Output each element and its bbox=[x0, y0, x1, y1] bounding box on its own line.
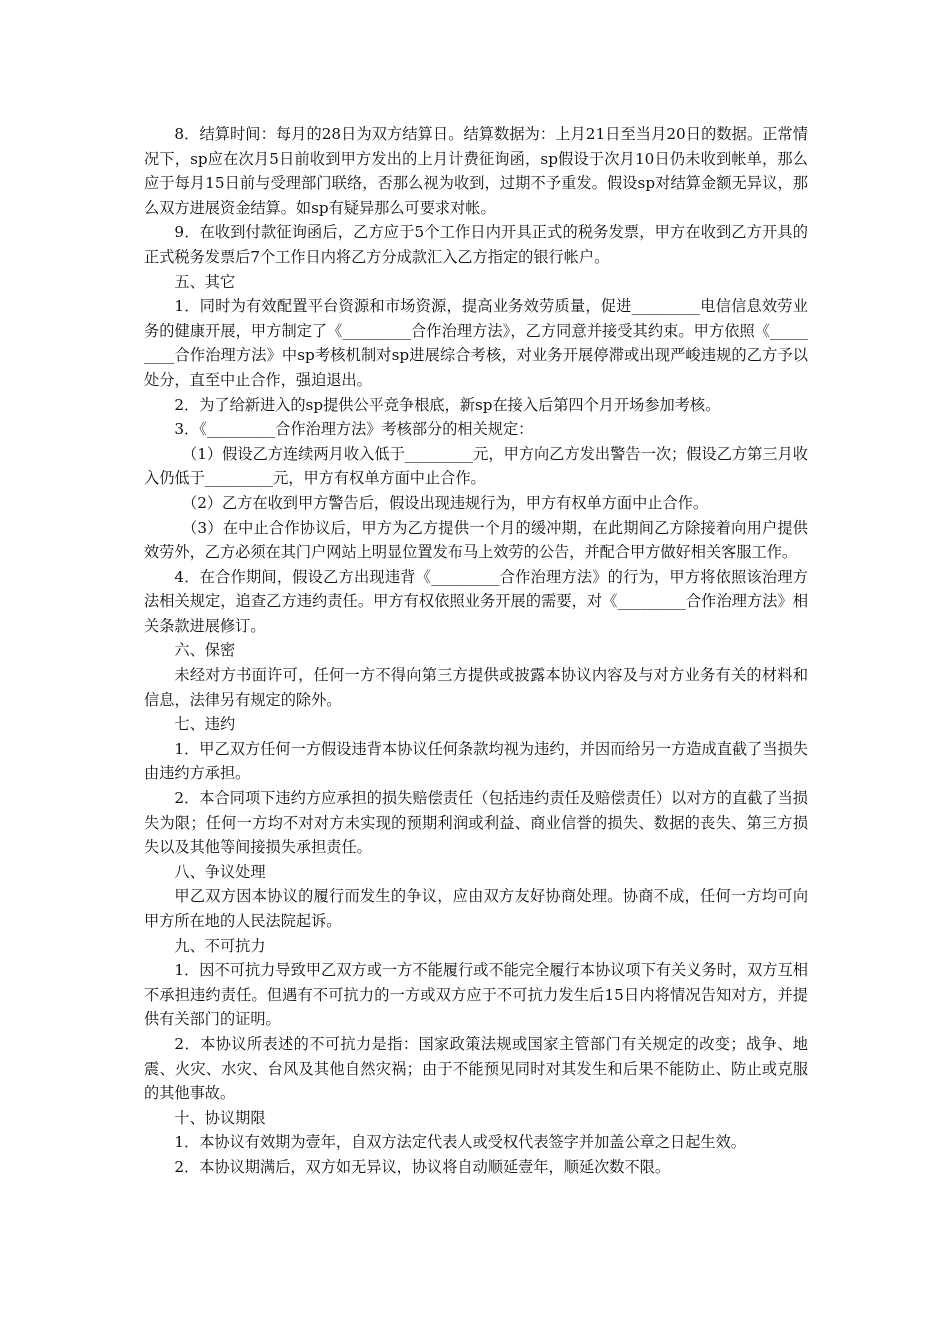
section-heading-10-term: 十、协议期限 bbox=[174, 1108, 266, 1127]
clause-5-1: 1．同时为有效配置平台资源和市场资源，提高业务效劳质量，促进_________电信信息效劳业务的健康开展，甲方制定了《_________合作治理方法》，乙方同意并接受其约束。甲方依照《_________合作治理方法》中sp考核机制对sp进展综合考核，对业务开展停滞或出现严峻违规的乙方予以处分，直至中止合作，强迫退出。 bbox=[144, 297, 808, 389]
clause-10-2: 2．本协议期满后，双方如无异议，协议将自动顺延壹年，顺延次数不限。 bbox=[174, 1157, 671, 1176]
clause-6-body: 未经对方书面许可，任何一方不得向第三方提供或披露本协议内容及与对方业务有关的材料和信息，法律另有规定的除外。 bbox=[144, 666, 808, 709]
document-page bbox=[144, 122, 808, 1180]
clause-9-1: 1．因不可抗力导致甲乙双方或一方不能履行或不能完全履行本协议项下有关义务时，双方互相不承担违约责任。但遇有不可抗力的一方或双方应于不可抗力发生后15日内将情况告知对方，并提供有关部门的证明。 bbox=[144, 961, 808, 1029]
clause-5-4: 4．在合作期间，假设乙方出现违背《_________合作治理方法》的行为，甲方将依照该治理方法相关规定，追查乙方违约责任。甲方有权依照业务开展的需要，对《_________合作治理方法》相关条款进展修订。 bbox=[144, 567, 808, 635]
clause-5-3-item-1: （1）假设乙方连续两月收入低于_________元，甲方向乙方发出警告一次；假设乙方第三月收入仍低于_________元，甲方有权单方面中止合作。 bbox=[144, 444, 808, 488]
clause-9-2: 2．本协议所表述的不可抗力是指：国家政策法规或国家主管部门有关规定的改变；战争、地震、火灾、水灾、台风及其他自然灾祸；由于不能预见同时对其发生和后果不能防止、防止或克服的其他事故。 bbox=[144, 1034, 808, 1103]
clause-10-1: 1．本协议有效期为壹年，自双方法定代表人或受权代表签字并加盖公章之日起生效。 bbox=[174, 1133, 746, 1152]
section-heading-9-force-majeure: 九、不可抗力 bbox=[174, 936, 266, 955]
section-heading-7-breach: 七、违约 bbox=[174, 715, 236, 734]
clause-7-2: 2．本合同项下违约方应承担的损失赔偿责任（包括违约责任及赔偿责任）以对方的直截了当损失为限；任何一方均不对对方未实现的预期利润或利益、商业信誉的损失、数据的丧失、第三方损失以及其他等间接损失承担责任。 bbox=[144, 789, 808, 857]
clause-5-3: 3．《_________合作治理方法》考核部分的相关规定： bbox=[174, 420, 534, 439]
clause-8-settlement-time: 8．结算时间：每月的28日为双方结算日。结算数据为：上月21日至当月20日的数据。正常情况下，sp应在次月5日前收到甲方发出的上月计费征询函，sp假设于次月10日仍未收到帐单，那么应于每月15日前与受理部门联络，否那么视为收到，过期不予重发。假设sp对结算金额无异议，那么双方进展资金结算。如sp有疑异那么可要求对帐。 bbox=[144, 125, 808, 217]
clause-5-2: 2．为了给新进入的sp提供公平竞争根底，新sp在接入后第四个月开场参加考核。 bbox=[174, 395, 721, 414]
clause-5-3-item-2: （2）乙方在收到甲方警告后，假设出现违规行为，甲方有权单方面中止合作。 bbox=[182, 493, 709, 512]
section-heading-5-other: 五、其它 bbox=[174, 272, 236, 291]
section-heading-6-confidentiality: 六、保密 bbox=[174, 641, 236, 660]
clause-7-1: 1．甲乙双方任何一方假设违背本协议任何条款均视为违约，并因而给另一方造成直截了当损失由违约方承担。 bbox=[144, 739, 808, 783]
section-heading-8-dispute: 八、争议处理 bbox=[174, 862, 266, 881]
clause-8-body: 甲乙双方因本协议的履行而发生的争议，应由双方友好协商处理。协商不成，任何一方均可向甲方所在地的人民法院起诉。 bbox=[144, 887, 808, 930]
clause-9-invoice: 9．在收到付款征询函后，乙方应于5个工作日内开具正式的税务发票，甲方在收到乙方开具的正式税务发票后7个工作日内将乙方分成款汇入乙方指定的银行帐户。 bbox=[144, 223, 808, 266]
clause-5-3-item-3: （3）在中止合作协议后，甲方为乙方提供一个月的缓冲期，在此期间乙方除接着向用户提供效劳外，乙方必须在其门户网站上明显位置发布马上效劳的公告，并配合甲方做好相关客服工作。 bbox=[144, 518, 808, 562]
